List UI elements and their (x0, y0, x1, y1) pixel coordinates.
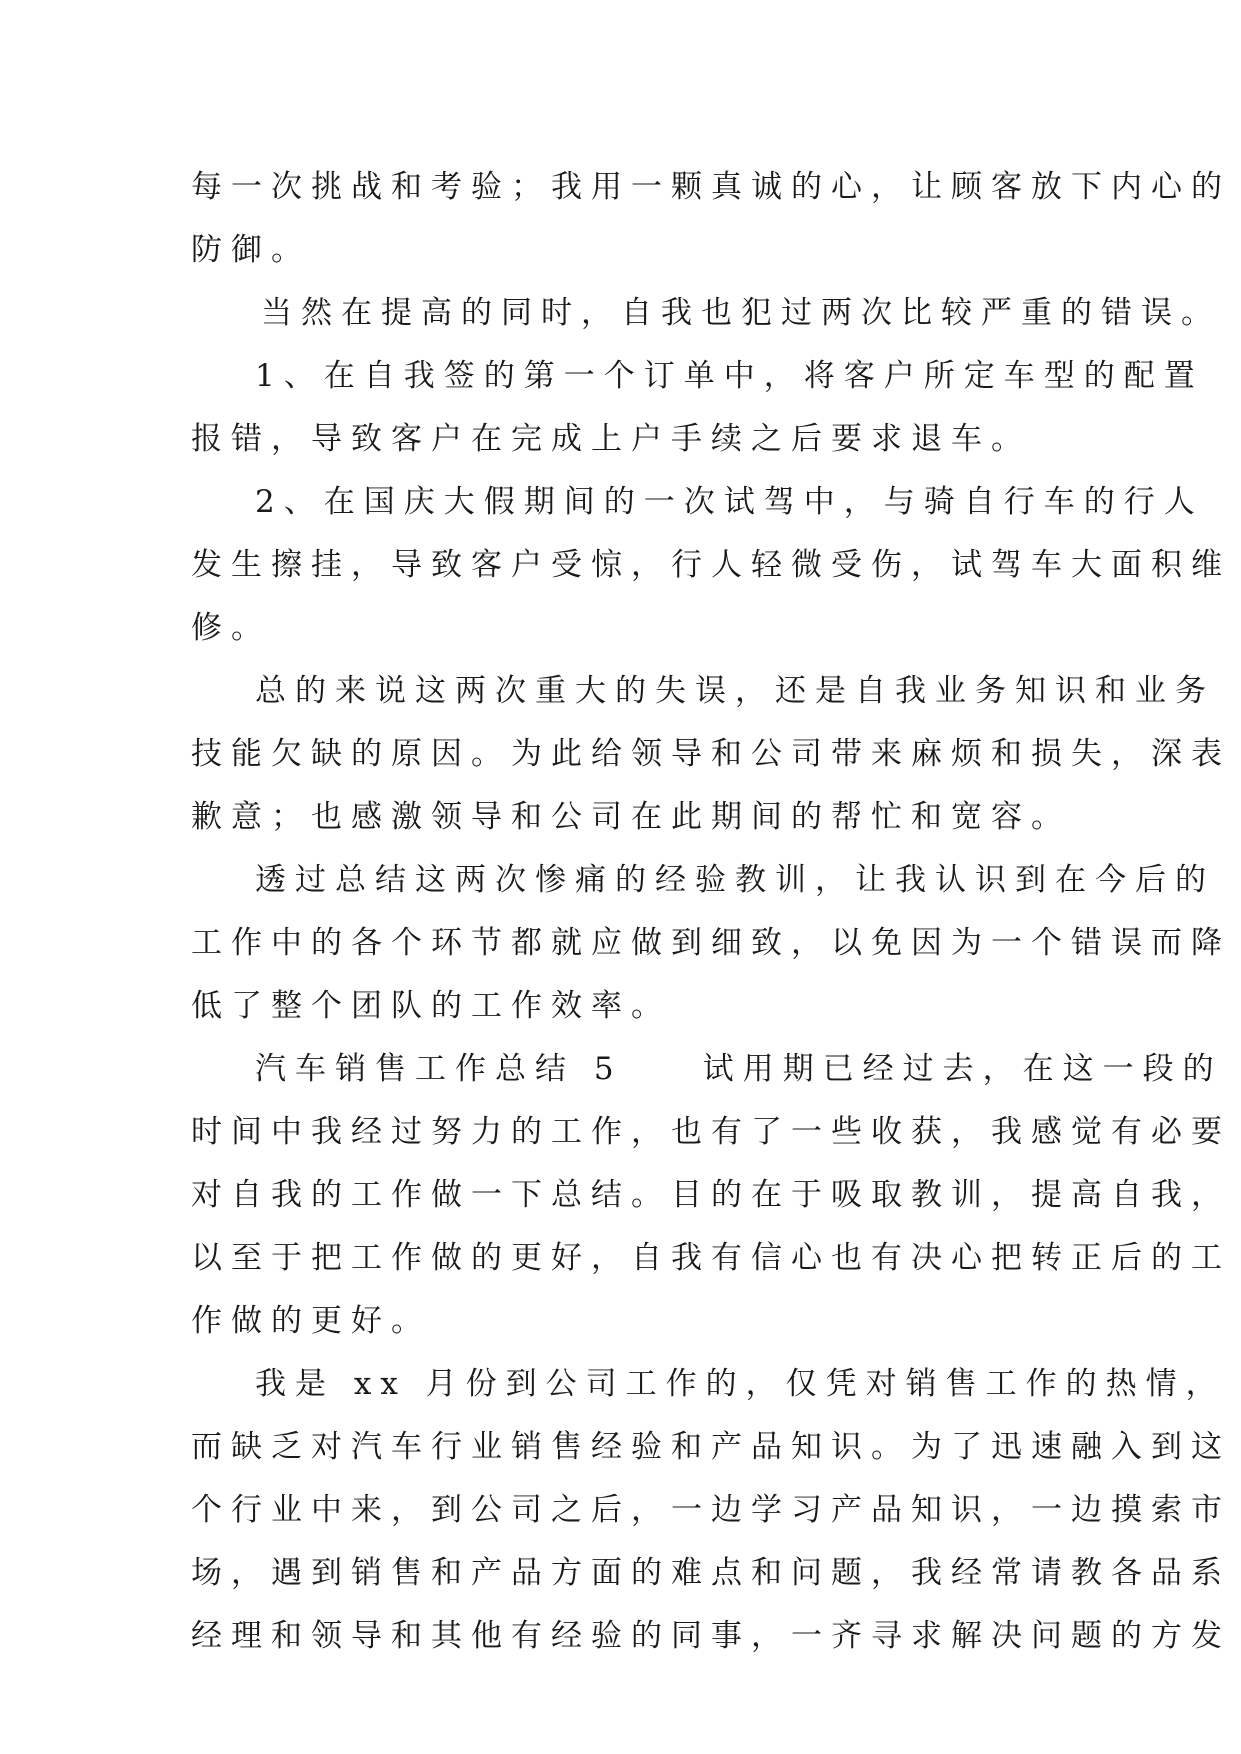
text-line: 透过总结这两次惨痛的经验教训，让我认识到在今后的 (255, 862, 1215, 898)
text-line: 发生擦挂，导致客户受惊，行人轻微受伤，试驾车大面积维 (191, 547, 1231, 583)
text-line: 2、在国庆大假期间的一次试驾中，与骑自行车的行人 (255, 484, 1204, 520)
text-line: 每一次挑战和考验；我用一颗真诚的心，让顾客放下内心的 (191, 169, 1231, 205)
text-line: 1、在自我签的第一个订单中，将客户所定车型的配置 (255, 358, 1204, 394)
text-line: 以至于把工作做的更好，自我有信心也有决心把转正后的工 (191, 1240, 1231, 1276)
text-line: 技能欠缺的原因。为此给领导和公司带来麻烦和损失，深表 (191, 736, 1231, 772)
text-line: 修。 (191, 610, 271, 646)
text-line: 低了整个团队的工作效率。 (191, 988, 671, 1024)
text-line: 个行业中来，到公司之后，一边学习产品知识，一边摸索市 (191, 1492, 1231, 1528)
text-line: 我是 xx 月份到公司工作的，仅凭对销售工作的热情， (255, 1366, 1226, 1402)
text-line: 防御。 (191, 232, 311, 268)
text-line: 总的来说这两次重大的失误，还是自我业务知识和业务 (255, 673, 1215, 709)
text-line: 对自我的工作做一下总结。目的在于吸取教训，提高自我， (191, 1177, 1231, 1213)
text-line: 场，遇到销售和产品方面的难点和问题，我经常请教各品系 (191, 1555, 1231, 1591)
text-line: 汽车销售工作总结 5 试用期已经过去，在这一段的 (255, 1051, 1223, 1087)
text-line: 而缺乏对汽车行业销售经验和产品知识。为了迅速融入到这 (191, 1429, 1231, 1465)
text-line: 工作中的各个环节都就应做到细致，以免因为一个错误而降 (191, 925, 1231, 961)
text-line: 当然在提高的同时，自我也犯过两次比较严重的错误。 (261, 295, 1221, 331)
text-line: 经理和领导和其他有经验的同事，一齐寻求解决问题的方发 (191, 1618, 1231, 1654)
text-line: 时间中我经过努力的工作，也有了一些收获，我感觉有必要 (191, 1114, 1231, 1150)
document-body (191, 156, 1231, 1668)
text-line: 作做的更好。 (191, 1303, 431, 1339)
text-line: 报错，导致客户在完成上户手续之后要求退车。 (191, 421, 1031, 457)
text-line: 歉意；也感激领导和公司在此期间的帮忙和宽容。 (191, 799, 1071, 835)
